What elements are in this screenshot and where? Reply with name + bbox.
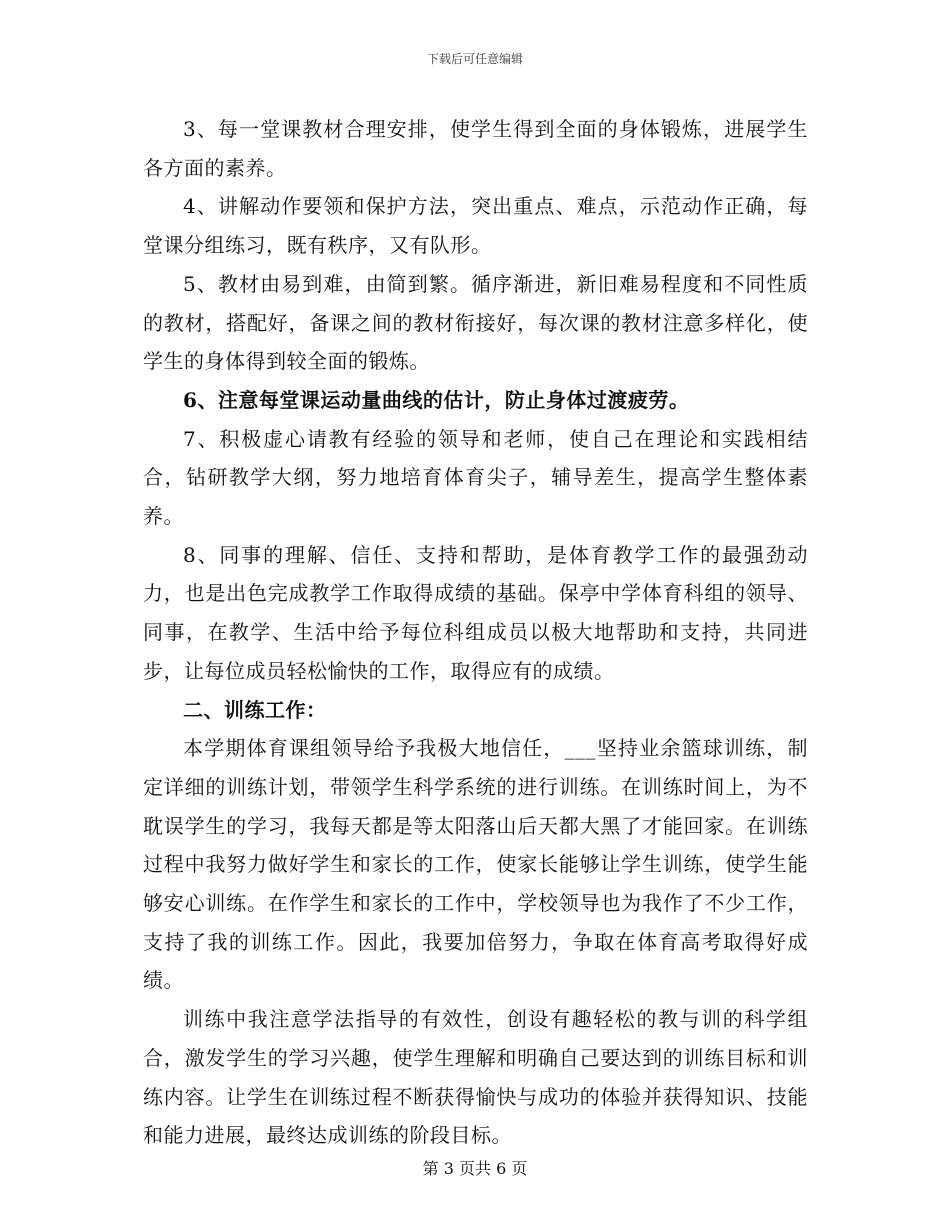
paragraph-training-1: 本学期体育课组领导给予我极大地信任，___坚持业余篮球训练，制定详细的训练计划，带领学生科学系统的进行训练。在训练时间上，为不耽误学生的学习，我每天都是等太阳落山后天都大黑了才能回家。在训练过程中我努力做好学生和家长的工作，使家长能够让学生训练，使学生能够安心训练。在作学生和家长的工作中，学校领导也为我作了不少工作，支持了我的训练工作。因此，我要加倍努力，争取在体育高考取得好成绩。 [143,736,808,993]
paragraph-item-8: 8、同事的理解、信任、支持和帮助，是体育教学工作的最强劲动力，也是出色完成教学工作取得成绩的基础。保亭中学体育科组的领导、同事，在教学、生活中给予每位科组成员以极大地帮助和支持，共同进步，让每位成员轻松愉快的工作，取得应有的成绩。 [143,542,808,683]
paragraph-item-4: 4、讲解动作要领和保护方法，突出重点、难点，示范动作正确，每堂课分组练习，既有秩序，又有队形。 [143,194,808,258]
page-footer: 第 3 页共 6 页 [422,1159,528,1178]
section-heading-training: 二、训练工作： [183,697,327,722]
paragraph-training-2: 训练中我注意学法指导的有效性，创设有趣轻松的教与训的科学组合，激发学生的学习兴趣，使学生理解和明确自己要达到的训练目标和训练内容。让学生在训练过程不断获得愉快与成功的体验并获得知识、技能和能力进展，最终达成训练的阶段目标。 [143,1007,808,1148]
paragraph-item-3: 3、每一堂课教材合理安排，使学生得到全面的身体锻炼，进展学生各方面的素养。 [143,117,808,180]
paragraph-item-6: 6、注意每堂课运动量曲线的估计，防止身体过渡疲劳。 [183,387,690,412]
paragraph-item-7: 7、积极虚心请教有经验的领导和老师，使自己在理论和实践相结合，钻研教学大纲，努力地培育体育尖子，辅导差生，提高学生整体素养。 [143,426,808,529]
document-body [143,110,808,1155]
page-header: 下载后可任意编辑 [426,52,523,66]
paragraph-item-5: 5、教材由易到难，由简到繁。循序渐进，新旧难易程度和不同性质的教材，搭配好，备课之间的教材衔接好，每次课的教材注意多样化，使学生的身体得到较全面的锻炼。 [143,271,808,374]
